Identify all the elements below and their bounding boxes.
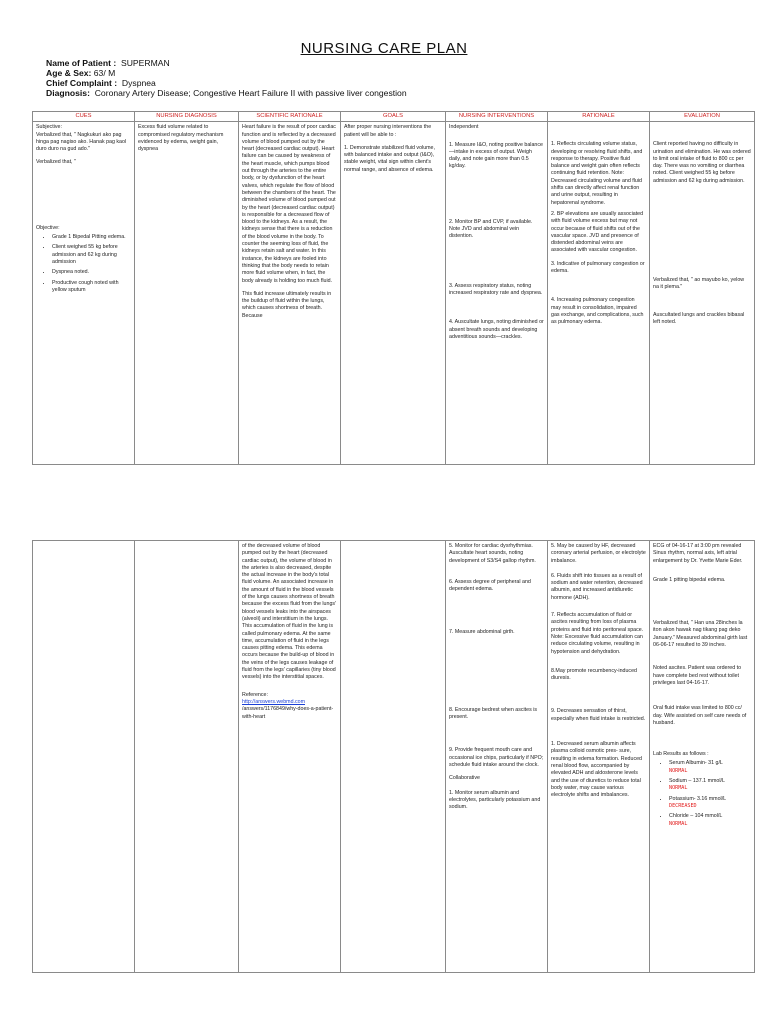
lab-status-badge: NORMAL [669,767,688,774]
patient-header [46,58,407,98]
header-goals: GOALS [341,112,446,122]
table-header-row [33,112,755,122]
objective-cues-list: • Grade 1 Bipedal Pitting edema. • Client weighed 55 kg before admission and 62 kg during admission • Dyspnea noted. • Productive cough noted with yellow sputum [36,234,131,294]
nursing-diagnosis-cell [135,541,239,973]
care-plan-table-1 [32,111,755,465]
scientific-rationale-cell: Heart failure is the result of poor cardiac function and is reflected by a decreased volume of blood pumped out by the heart (decreased cardiac output). Heart failure can be caused by weakness of the heart muscle, which pumps blood out through the arteries to the entire body, or by dysfunction of the heart valves, which regulate the flow of blood between the chambers of the heart. The diminished volume of blood pumped out by the heart (decreased cardiac output) is responsible for a decreased flow of blood to the kidneys. As a result, the kidneys sense that there is a reduction of the blood volume in the body. To counter the seeming loss of fluid, the kidneys retain salt and water. In this instance, the kidneys are fooled into thinking that the body needs to retain more fluid volume when, in fact, the body already is holding too much fluid. This fluid increase ultimately results in the buildup of fluid within the lungs, which causes shortness of breath. Because [239,122,341,465]
lab-status-badge: NORMAL [669,785,688,792]
interventions-cell: Independent 1. Measure I&O, noting positive balance—intake in excess of output. Weigh daily, and note gain more than 0.5 kg/day. 2. Monitor BP and CVP, if available. Note JVD and abdominal vein distention. 3. Assess respiratory status, noting increased respiratory rate and dyspnea. 4. Auscultate lungs, noting diminished or absent breath sounds and developing adventitious sounds—crackles. [446,122,548,465]
goals-cell [341,541,446,973]
header-nursing-interventions: NURSING INTERVENTIONS [446,112,548,122]
header-cues: CUES [33,112,135,122]
age-sex-line: Age & Sex: 63/ M [46,68,116,78]
cues-cell: Subjective: Verbalized that, " Nagkukuri ako pag hinga pag nagiso ako. Hanak pag kaol duro duro na gud ado." Verbalized that, " Objective: • Grade 1 Bipedal Pitting edema. • Client weighed 55 kg before admission and 62 kg during admission • Dyspnea noted. • Productive cough noted with yellow sputum [33,122,135,465]
header-nursing-diagnosis: NURSING DIAGNOSIS [135,112,239,122]
diagnosis-line: Diagnosis: Coronary Artery Disease; Congestive Heart Failure II with passive liver congestion [46,88,407,98]
header-scientific-rationale: SCIENTIFIC RATIONALE [239,112,341,122]
lab-result-item: • Potassium- 3.16 mmol/L DECREASED [669,796,751,811]
table-row [33,122,755,465]
patient-name-line: Name of Patient : SUPERMAN [46,58,170,68]
lab-result-item: • Serum Albumin- 31 g/L NORMAL [669,760,751,775]
header-rationale: RATIONALE [548,112,650,122]
lab-result-item: • Sodium – 137.1 mmol/L NORMAL [669,778,751,793]
care-plan-table-2 [32,540,755,973]
lab-results-list [653,760,751,827]
scientific-rationale-cell: of the decreased volume of blood pumped out by the heart (decreased cardiac output), the volume of blood in the arteries is also decreased, despite the actual increase in the body's total fluid volume. An associated increase in the amount of fluid in the blood vessels of the lungs causes shortness of breath because the excess fluid from the lungs' blood vessels leaks into the airspaces (alveoli) and interstitium in the lungs. This accumulation of fluid in the lung is called pulmonary edema. At the same time, accumulation of fluid in the legs causes pitting edema. This edema occurs because the build-up of blood in the veins of the legs causes leakage of fluid from the legs' capillaries (tiny blood vessels) into the interstitial spaces. Reference: http://answers.webmd.com /answers/1176849/why-does-a-patient-with-heart [239,541,341,973]
lab-status-badge: DECREASED [669,802,697,809]
cues-cell [33,541,135,973]
page-title: NURSING CARE PLAN [300,40,468,57]
goals-cell: After proper nursing interventions the patient will be able to : 1. Demonstrate stabilized fluid volume, with balanced intake and output (I&O), stable weight, vital sign within client's normal range, and absence of edema. [341,122,446,465]
chief-complaint-line: Chief Complaint : Dyspnea [46,78,156,88]
evaluation-cell: ECG of 04-16-17 at 3:00 pm revealed Sinus rhythm, normal axis, left atrial enlargement by Dr. Yvette Marie Eder. Grade 1 pitting bipedal edema. Verbalized that, " Han una 28inches la iton akon hawak nag tikang pag deko January." Measured abdominal girth last 06-06-17 resulted to 39 inches. Noted ascites. Patient was ordered to have complete bed rest without toilet privileges last 04-16-17. Oral fluid intake was limited to 800 cc/ day. Wife assisted on self care needs of husband. Lab Results as follows : • Serum Albumin- 31 g/L NORMAL • Sodium – 137.1 mmol/L NORMAL • Potassium- 3.16 mmol/L DECREASED • Chloride – 104 mmol/L NORMAL [650,541,755,973]
interventions-cell: 5. Monitor for cardiac dysrhythmias. Auscultate heart sounds, noting development of S3/S4 gallop rhythm. 6. Assess degree of peripheral and dependent edema. 7. Measure abdominal girth. 8. Encourage bedrest when ascites is present. 9. Provide frequent mouth care and occasional ice chips, particularly if NPO; schedule fluid intake around the clock. Collaborative 1. Monitor serum albumin and electrolytes, particularly potassium and sodium. [446,541,548,973]
table-row [33,541,755,973]
nursing-diagnosis-cell: Excess fluid volume related to compromised regulatory mechanism evidenced by edema, weight gain, dyspnea [135,122,239,465]
lab-status-badge: NORMAL [669,820,688,827]
reference-link[interactable]: http://answers.webmd.com [242,698,305,705]
evaluation-cell: Client reported having no difficulty in urination and elimination. He was ordered to limit oral intake of fluid to 800 cc per day. There was no vomiting or diarrhea noted. Client weighed 55 kg before admission and 62 kg during admission. Verbalized that, " ao mayubo ko, yelow na it plema." Auscultated lungs and crackles bibasal left noted. [650,122,755,465]
rationale-cell: 1. Reflects circulating volume status, developing or resolving fluid shifts, and response to therapy. Positive fluid balance and weight gain often reflects continuing fluid retention. Note: Decreased circulating volume and fluid shifts can directly affect renal function and urine output, resulting in hepatorenal syndrome. 2. BP elevations are usually associated with fluid volume excess but may not occur because of fluid shifts out of the vascular space. JVD and presence of distended abdominal veins are associated with vascular congestion. 3. Indicative of pulmonary congestion or edema. 4. Increasing pulmonary congestion may result in consolidation, impaired gas exchange, and complications, such as pulmonary edema. [548,122,650,465]
lab-result-item: • Chloride – 104 mmol/L NORMAL [669,813,751,828]
header-evaluation: EVALUATION [650,112,755,122]
rationale-cell: 5. May be caused by HF, decreased coronary arterial perfusion, or electrolyte imbalance. 6. Fluids shift into tissues as a result of sodium and water retention, decreased albumin, and increased antidiuretic hormone (ADH). 7. Reflects accumulation of fluid or ascites resulting from loss of plasma proteins and fluid into peritoneal space. Note: Excessive fluid accumulation can reduce circulating volume, resulting in hypotension and dehydration. 8.May promote recumbency-induced diuresis. 9. Decreases sensation of thirst, especially when fluid intake is restricted. 1. Decreased serum albumin affects plasma colloid osmotic pres- sure, resulting in edema formation. Reduced renal blood flow, accompanied by elevated ADH and aldosterone levels and the use of diuretics to reduce total body water, may cause various electrolyte shifts and imbalances. [548,541,650,973]
